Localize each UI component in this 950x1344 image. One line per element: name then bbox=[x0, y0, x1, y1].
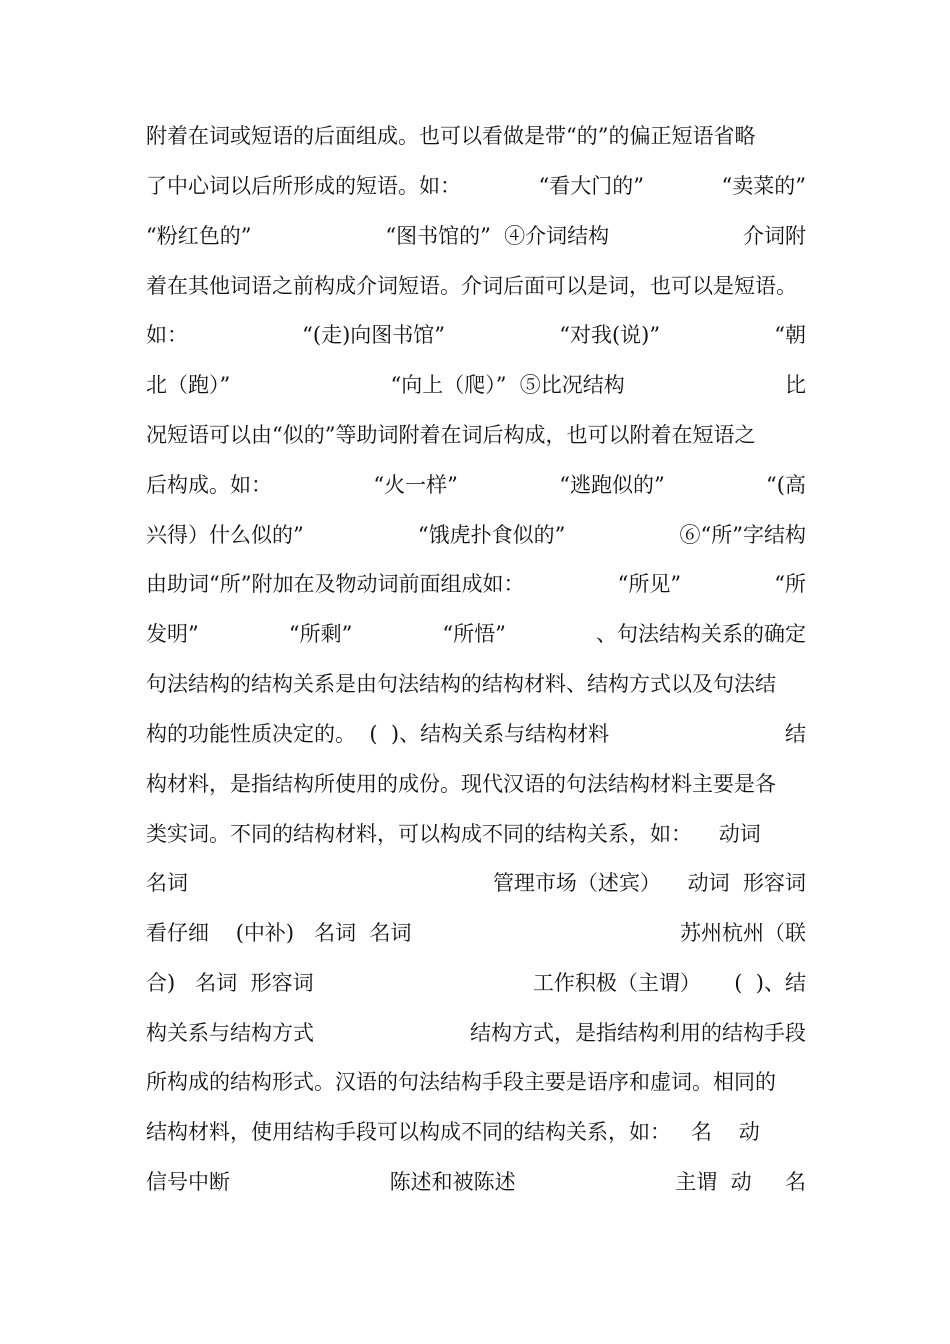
text-segment: 苏州杭州（联 bbox=[680, 921, 806, 945]
text-segment: 了中心词以后所形成的短语。如： bbox=[146, 174, 461, 198]
text-segment: 所构成的结构形式。汉语的句法结构手段主要是语序和虚词。相同的 bbox=[146, 1070, 776, 1094]
text-line bbox=[146, 368, 806, 402]
text-line bbox=[146, 767, 806, 801]
text-line bbox=[146, 617, 806, 651]
text-segment: “卖菜的” bbox=[721, 174, 806, 198]
text-segment: “逃跑似的” bbox=[559, 473, 665, 497]
text-segment: 陈述和被陈述 bbox=[389, 1170, 516, 1194]
text-segment: 后构成。如： bbox=[146, 473, 272, 497]
text-line bbox=[146, 567, 806, 601]
text-segment: 构材料，是指结构所使用的成份。现代汉语的句法结构材料主要是各 bbox=[146, 772, 776, 796]
text-segment: 构的功能性质决定的。 ( )、结构关系与结构材料 bbox=[146, 722, 610, 746]
text-line bbox=[146, 817, 806, 851]
text-line bbox=[146, 1115, 806, 1149]
text-segment: 构关系与结构方式 bbox=[146, 1021, 314, 1045]
text-segment: “饿虎扑食似的” bbox=[417, 523, 566, 547]
text-segment: 由助词“所”附加在及物动词前面组成如： bbox=[146, 572, 525, 596]
text-segment: 结构方式，是指结构利用的结构手段 bbox=[470, 1021, 806, 1045]
text-segment: 北（跑）” bbox=[146, 373, 231, 397]
text-segment: 比 bbox=[784, 373, 806, 397]
text-line bbox=[146, 717, 806, 751]
text-segment: “火一样” bbox=[373, 473, 458, 497]
text-line bbox=[146, 667, 806, 701]
text-segment: 信号中断 bbox=[146, 1170, 230, 1194]
text-line bbox=[146, 1016, 806, 1050]
text-segment: 、句法结构关系的确定 bbox=[596, 622, 806, 646]
text-segment: 结构材料，使用结构手段可以构成不同的结构关系，如： 名 动 bbox=[146, 1120, 760, 1144]
text-line bbox=[146, 916, 806, 950]
text-segment: 如： bbox=[146, 323, 188, 347]
text-segment: “所见” bbox=[617, 572, 682, 596]
text-segment: 句法结构的结构关系是由句法结构的结构材料、结构方式以及句法结 bbox=[146, 672, 776, 696]
text-line bbox=[146, 966, 806, 1000]
text-segment: 介词附 bbox=[743, 224, 806, 248]
text-segment: 发明” bbox=[146, 622, 199, 646]
text-segment: 管理市场（述宾） 动词 形容词 bbox=[492, 871, 806, 895]
text-segment: 名词 bbox=[146, 871, 188, 895]
text-line bbox=[146, 1165, 806, 1199]
text-segment: “(走)向图书馆” bbox=[302, 323, 446, 347]
text-segment: “所悟” bbox=[442, 622, 506, 646]
text-segment: “看大门的” bbox=[538, 174, 644, 198]
text-segment: “向上（爬）” ⑤比况结构 bbox=[390, 373, 625, 397]
text-segment: “朝 bbox=[774, 323, 806, 347]
text-line bbox=[146, 418, 806, 452]
text-segment: 附着在词或短语的后面组成。也可以看做是带“的”的偏正短语省略 bbox=[146, 124, 756, 148]
text-segment: 结 bbox=[785, 722, 806, 746]
text-segment: “所 bbox=[774, 572, 806, 596]
text-line bbox=[146, 169, 806, 203]
text-line bbox=[146, 866, 806, 900]
text-line bbox=[146, 219, 806, 253]
text-line bbox=[146, 518, 806, 552]
text-line bbox=[146, 468, 806, 502]
text-segment: 合) 名词 形容词 bbox=[146, 971, 314, 995]
text-segment: “图书馆的” ④介词结构 bbox=[385, 224, 610, 248]
text-segment: ⑥“所”字结构 bbox=[679, 523, 806, 547]
text-segment: 工作积极（主谓） ( )、结 bbox=[532, 971, 806, 995]
text-line bbox=[146, 119, 806, 153]
text-segment: 况短语可以由“似的”等助词附着在词后构成，也可以附着在短语之 bbox=[146, 423, 756, 447]
text-segment: 着在其他词语之前构成介词短语。介词后面可以是词，也可以是短语。 bbox=[146, 274, 797, 298]
text-segment: 看仔细 (中补) 名词 名词 bbox=[146, 921, 412, 945]
text-segment: 主谓 动 名 bbox=[675, 1170, 806, 1194]
text-line bbox=[146, 318, 806, 352]
text-segment: “粉红色的” bbox=[146, 224, 252, 248]
text-line bbox=[146, 269, 806, 303]
text-segment: “对我(说)” bbox=[559, 323, 661, 347]
text-segment: “所剩” bbox=[288, 622, 353, 646]
text-line bbox=[146, 1065, 806, 1099]
text-segment: 类实词。不同的结构材料，可以构成不同的结构关系，如： 动词 bbox=[146, 822, 761, 846]
text-segment: “(高 bbox=[766, 473, 806, 497]
text-segment: 兴得）什么似的” bbox=[146, 523, 304, 547]
